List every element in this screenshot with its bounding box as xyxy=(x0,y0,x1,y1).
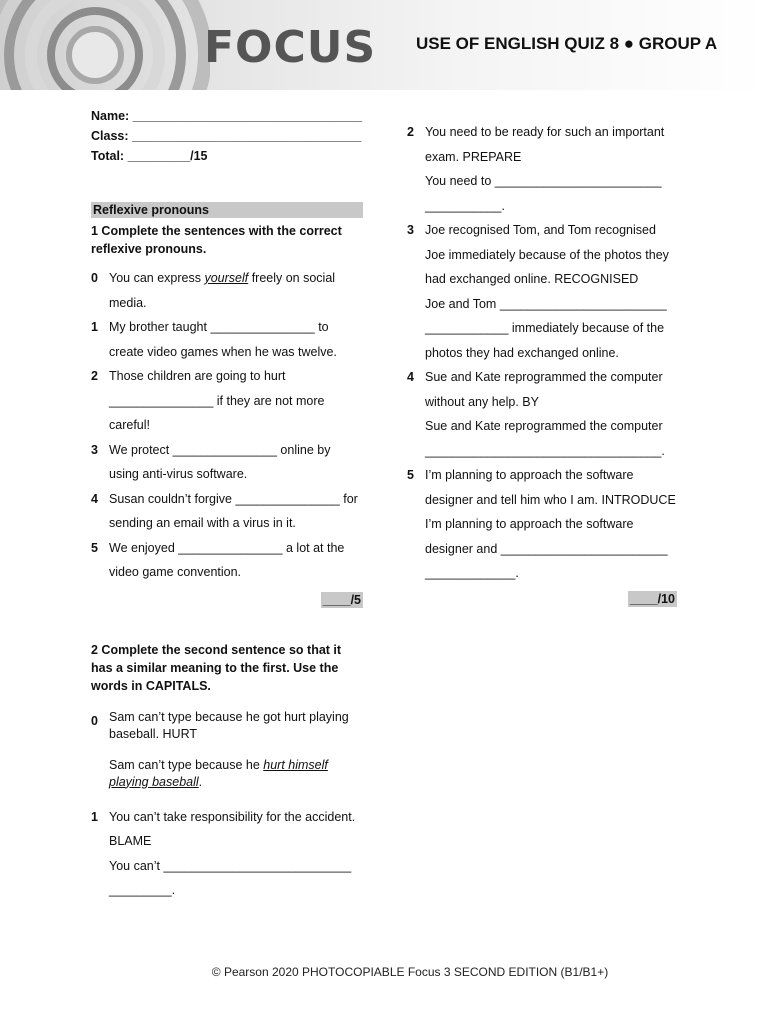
item-number: 3 xyxy=(91,442,98,457)
item-text: I’m planning to approach the software designer and tell him who I am. INTRODUCE xyxy=(425,468,676,507)
list-item[interactable] xyxy=(91,364,363,438)
exercise2-score: ____/10 xyxy=(629,591,675,606)
item-number: 5 xyxy=(91,540,98,555)
brand-title: FOCUS xyxy=(204,22,377,73)
left-column xyxy=(91,106,363,903)
item-number: 2 xyxy=(91,369,98,383)
item-number: 1 xyxy=(91,809,98,824)
list-item[interactable] xyxy=(407,218,677,365)
answer-line[interactable]: Sue and Kate reprogrammed the computer __________________________________. xyxy=(425,419,665,458)
item-number: 5 xyxy=(407,468,414,482)
page-footer: © Pearson 2020 PHOTOCOPIABLE Focus 3 SECOND EDITION (B1/B1+) xyxy=(211,965,609,979)
item-text[interactable]: Susan couldn’t forgive _______________ for sending an email with a virus in it. xyxy=(109,491,358,530)
answer-line[interactable]: You can’t ___________________________ _________. xyxy=(109,858,352,897)
item-text: You can’t take responsibility for the accident. BLAME xyxy=(109,809,356,848)
page-header xyxy=(0,0,768,90)
student-fields xyxy=(91,106,363,166)
item-number: 2 xyxy=(407,125,414,139)
item-number: 4 xyxy=(91,491,98,506)
example-item xyxy=(91,266,363,315)
quiz-title: USE OF ENGLISH QUIZ 8 ● GROUP A xyxy=(416,34,718,53)
list-item[interactable] xyxy=(91,438,363,487)
list-item[interactable] xyxy=(91,805,363,903)
item-text: You can express yourself freely on social media. xyxy=(109,271,336,310)
item-number: 0 xyxy=(91,271,98,285)
exercise1-score: ____/5 xyxy=(322,592,361,607)
answer-line[interactable]: You need to ________________________ ___________. xyxy=(425,174,662,213)
item-text: You need to be ready for such an important exam. PREPARE xyxy=(425,125,665,164)
exercise2-instruction: 2 Complete the second sentence so that it has a similar meaning to the first. Use the words in CAPITALS. xyxy=(91,642,342,693)
item-text: Joe recognised Tom, and Tom recognised Joe immediately because of the photos they had exchanged online. RECOGNISED xyxy=(425,223,669,286)
example-answer: hurt himself playing baseball xyxy=(109,757,328,789)
item-number: 3 xyxy=(407,223,414,237)
right-column xyxy=(407,120,677,606)
list-item[interactable] xyxy=(407,463,677,586)
answer-line[interactable]: Joe and Tom ________________________ ____________ immediately because of the photos they had exchanged online. xyxy=(425,296,667,360)
exercise1-instruction: 1 Complete the sentences with the correct reflexive pronouns. xyxy=(91,224,342,256)
answer-line[interactable]: I’m planning to approach the software designer and ________________________ _____________. xyxy=(425,517,668,580)
focus-logo-rings-icon xyxy=(0,0,210,90)
example-answer-line: Sam can’t type because he hurt himself playing baseball. xyxy=(109,757,328,789)
item-text[interactable]: We enjoyed _______________ a lot at the video game convention. xyxy=(109,540,345,579)
class-field[interactable]: Class: _________________________________ xyxy=(91,129,362,143)
list-item[interactable] xyxy=(91,536,363,585)
example-prompt: Sam can’t type because he got hurt playing baseball. HURT xyxy=(109,709,349,741)
name-field[interactable]: Name: _________________________________ xyxy=(91,109,363,123)
list-item[interactable] xyxy=(91,315,363,364)
list-item[interactable] xyxy=(407,120,677,218)
item-number: 0 xyxy=(91,713,98,728)
item-text: Sue and Kate reprogrammed the computer without any help. BY xyxy=(425,370,663,409)
section-heading: Reflexive pronouns xyxy=(91,202,363,218)
total-field: Total: _________/15 xyxy=(91,149,208,163)
item-text[interactable]: We protect _______________ online by using anti-virus software. xyxy=(109,442,331,481)
example-answer: yourself xyxy=(204,271,249,285)
exercise1-list xyxy=(91,266,363,585)
item-text[interactable]: Those children are going to hurt _______________ if they are not more careful! xyxy=(109,369,325,432)
list-item[interactable] xyxy=(91,487,363,536)
list-item[interactable] xyxy=(407,365,677,463)
example-item xyxy=(91,709,363,791)
item-number: 1 xyxy=(91,320,98,334)
item-text[interactable]: My brother taught _______________ to create video games when he was twelve. xyxy=(109,320,337,359)
item-number: 4 xyxy=(407,370,414,384)
